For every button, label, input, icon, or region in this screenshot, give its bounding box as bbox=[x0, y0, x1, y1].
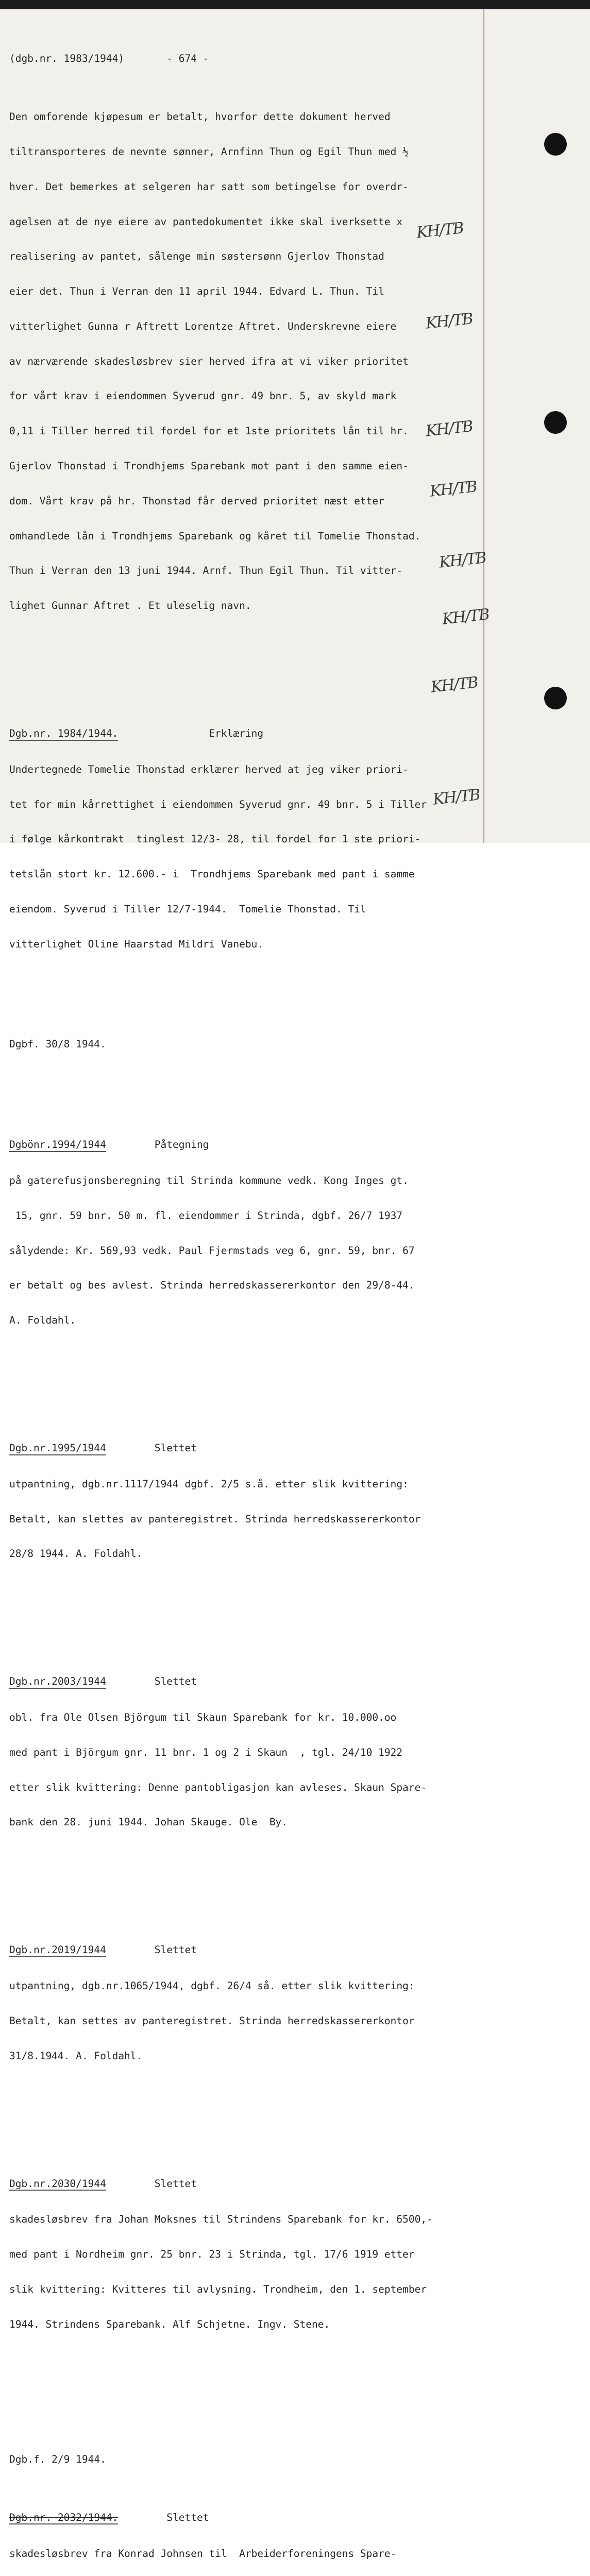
text-line: tet for min kårrettighet i eiendommen Syverud gnr. 49 bnr. 5 i Tiller bbox=[9, 798, 427, 810]
text-line: med pant i Björgum gnr. 11 bnr. 1 og 2 i Skaun , tgl. 24/10 1922 bbox=[9, 1746, 403, 1758]
binder-hole-middle bbox=[544, 411, 567, 434]
document-body bbox=[9, 30, 479, 2576]
text-line: sålydende: Kr. 569,93 vedk. Paul Fjermstads veg 6, gnr. 59, bnr. 67 bbox=[9, 1244, 415, 1257]
entry-2003 bbox=[9, 1653, 479, 1852]
text-line: vitterlighet Gunna r Aftrett Lorentze Aftret. Underskrevne eiere bbox=[9, 320, 397, 332]
entry-header bbox=[9, 1443, 479, 1455]
text-line: dom. Vårt krav på hr. Thonstad får derved prioritet næst etter bbox=[9, 495, 384, 507]
text-line: eier det. Thun i Verran den 11 april 1944. Edvard L. Thun. Til bbox=[9, 285, 384, 298]
entry-2030 bbox=[9, 2155, 479, 2354]
text-line: Thun i Verran den 13 juni 1944. Arnf. Thun Egil Thun. Til vitter- bbox=[9, 565, 403, 577]
entry-header bbox=[9, 1944, 479, 1957]
text-line: obl. fra Ole Olsen Björgum til Skaun Sparebank for kr. 10.000.oo bbox=[9, 1711, 397, 1724]
handwritten-initials: KH/TB bbox=[438, 549, 487, 572]
entry-ref: Dgb.nr.1995/1944 bbox=[9, 1443, 106, 1455]
spacer bbox=[9, 1618, 479, 1630]
spacer bbox=[9, 1008, 479, 1015]
spacer bbox=[9, 670, 479, 682]
text-line: er betalt og bes avlest. Strinda herredskassererkontor den 29/8-44. bbox=[9, 1279, 415, 1292]
text-line: skadesløsbrev fra Johan Moksnes til Strindens Sparebank for kr. 6500,- bbox=[9, 2213, 433, 2226]
spacer bbox=[9, 1385, 479, 1396]
text-line: tiltransporteres de nevnte sønner, Arnfinn Thun og Egil Thun med ½ bbox=[9, 145, 409, 158]
handwritten-initials: KH/TB bbox=[429, 478, 478, 501]
entry-header bbox=[9, 728, 479, 741]
binder-hole-top bbox=[544, 133, 567, 156]
binder-hole-bottom bbox=[544, 687, 567, 709]
entry-ref: Dgb.nr.2019/1944 bbox=[9, 1944, 106, 1957]
spacer bbox=[9, 1086, 479, 1093]
text-line: skadesløsbrev fra Konrad Johnsen til Arbeiderforeningens Spare- bbox=[9, 2547, 397, 2560]
text-line: av nærværende skadesløsbrev sier herved ifra at vi viker prioritet bbox=[9, 355, 409, 367]
entry-header bbox=[9, 2512, 479, 2525]
entry-header bbox=[9, 2178, 479, 2191]
handwritten-initials: KH/TB bbox=[425, 417, 474, 440]
text-line: bank den 28. juni 1944. Johan Skauge. Ole By. bbox=[9, 1816, 288, 1828]
text-line: slik kvittering: Kvitteres til avlysning. Trondheim, den 1. september bbox=[9, 2283, 427, 2296]
handwritten-initials: KH/TB bbox=[432, 786, 481, 809]
entry-type: Slettet bbox=[154, 1675, 197, 1688]
dgbf-date: Dgb.f. 2/9 1944. bbox=[9, 2453, 106, 2465]
text-line: utpantning, dgb.nr.1065/1944, dgbf. 26/4 så. etter slik kvittering: bbox=[9, 1980, 415, 1992]
text-line: 28/8 1944. A. Foldahl. bbox=[9, 1548, 143, 1560]
entry-ref: Dgb.nr. 1984/1944. bbox=[9, 728, 118, 741]
entry-ref: Dgb.nr. 2032/1944. bbox=[9, 2512, 118, 2525]
handwritten-initials: KH/TB bbox=[415, 219, 464, 242]
text-line: agelsen at de nye eiere av pantedokumentet ikke skal iverksette x bbox=[9, 215, 403, 228]
text-line: hver. Det bemerkes at selgeren har satt som betingelse for overdr- bbox=[9, 180, 409, 193]
entry-type: Påtegning bbox=[154, 1139, 209, 1151]
scan-top-edge bbox=[0, 0, 590, 9]
entry-type: Erklæring bbox=[209, 727, 264, 740]
handwritten-initials: KH/TB bbox=[430, 673, 479, 697]
margin-line bbox=[483, 9, 484, 843]
text-line: på gaterefusjonsberegning til Strinda kommune vedk. Kong Inges gt. bbox=[9, 1175, 409, 1187]
text-line: 1944. Strindens Sparebank. Alf Schjetne. Ingv. Stene. bbox=[9, 2318, 330, 2330]
page-header: (dgb.nr. 1983/1944) - 674 - bbox=[9, 53, 209, 65]
spacer bbox=[9, 2424, 479, 2431]
entry-type: Slettet bbox=[154, 2177, 197, 2190]
text-line: realisering av pantet, sålenge min søstersønn Gjerlov Thonstad bbox=[9, 250, 384, 263]
text-line: Gjerlov Thonstad i Trondhjems Sparebank mot pant i den samme eien- bbox=[9, 460, 409, 472]
text-line: etter slik kvittering: Denne pantobligasjon kan avleses. Skaun Spare- bbox=[9, 1781, 427, 1793]
entry-1984 bbox=[9, 705, 479, 974]
text-line: Betalt, kan settes av panteregistret. Strinda herredskassererkontor bbox=[9, 2014, 415, 2027]
text-line: i følge kårkontrakt tinglest 12/3- 28, til fordel for 1 ste priori- bbox=[9, 833, 421, 845]
entry-header bbox=[9, 1676, 479, 1689]
text-line: 0,11 i Tiller herred til fordel for et 1ste prioritets lån til hr. bbox=[9, 425, 409, 437]
text-line: tetslån stort kr. 12.600.- i Trondhjems Sparebank med pant i samme bbox=[9, 868, 415, 880]
entry-ref: Dgb.nr.2003/1944 bbox=[9, 1676, 106, 1689]
text-line: Den omforende kjøpesum er betalt, hvorfor dette dokument herved bbox=[9, 111, 391, 123]
handwritten-initials: KH/TB bbox=[425, 310, 474, 333]
entry-type: Slettet bbox=[154, 1944, 197, 1956]
spacer bbox=[9, 2388, 479, 2400]
text-line: A. Foldahl. bbox=[9, 1314, 76, 1327]
dgbf-date: Dgbf. 30/8 1944. bbox=[9, 1038, 106, 1050]
text-line: med pant i Nordheim gnr. 25 bnr. 23 i Strinda, tgl. 17/6 1919 etter bbox=[9, 2248, 415, 2261]
entry-ref: Dgbönr.1994/1944 bbox=[9, 1139, 106, 1152]
text-line: utpantning, dgb.nr.1117/1944 dgbf. 2/5 s.å. etter slik kvittering: bbox=[9, 1478, 409, 1490]
text-line: 15, gnr. 59 bnr. 50 m. fl. eiendommer i Strinda, dgbf. 26/7 1937 bbox=[9, 1209, 403, 1222]
entry-type: Slettet bbox=[154, 1442, 197, 1454]
spacer bbox=[9, 1887, 479, 1898]
text-line: Betalt, kan slettes av panteregistret. Strinda herredskassererkontor bbox=[9, 1513, 421, 1525]
handwritten-initials: KH/TB bbox=[441, 605, 490, 629]
text-line: for vårt krav i eiendommen Syverud gnr. 49 bnr. 5, av skyld mark bbox=[9, 390, 397, 402]
spacer bbox=[9, 2120, 479, 2131]
text-line: eiendom. Syverud i Tiller 12/7-1944. Tomelie Thonstad. Til bbox=[9, 903, 366, 915]
intro-paragraph bbox=[9, 88, 479, 635]
text-line: 31/8.1944. A. Foldahl. bbox=[9, 2049, 143, 2062]
entry-2032 bbox=[9, 2489, 479, 2576]
entry-type: Slettet bbox=[166, 2511, 209, 2523]
entry-ref: Dgb.nr.2030/1944 bbox=[9, 2178, 106, 2191]
text-line: lighet Gunnar Aftret . Et uleselig navn. bbox=[9, 600, 251, 612]
text-line: Undertegnede Tomelie Thonstad erklærer herved at jeg viker priori- bbox=[9, 763, 409, 775]
entry-1994 bbox=[9, 1116, 479, 1350]
entry-2019 bbox=[9, 1921, 479, 2085]
entry-1995 bbox=[9, 1419, 479, 1583]
entry-header bbox=[9, 1139, 479, 1152]
text-line: vitterlighet Oline Haarstad Mildri Vanebu. bbox=[9, 938, 264, 950]
text-line: omhandlede lån i Trondhjems Sparebank og kåret til Tomelie Thonstad. bbox=[9, 530, 421, 542]
